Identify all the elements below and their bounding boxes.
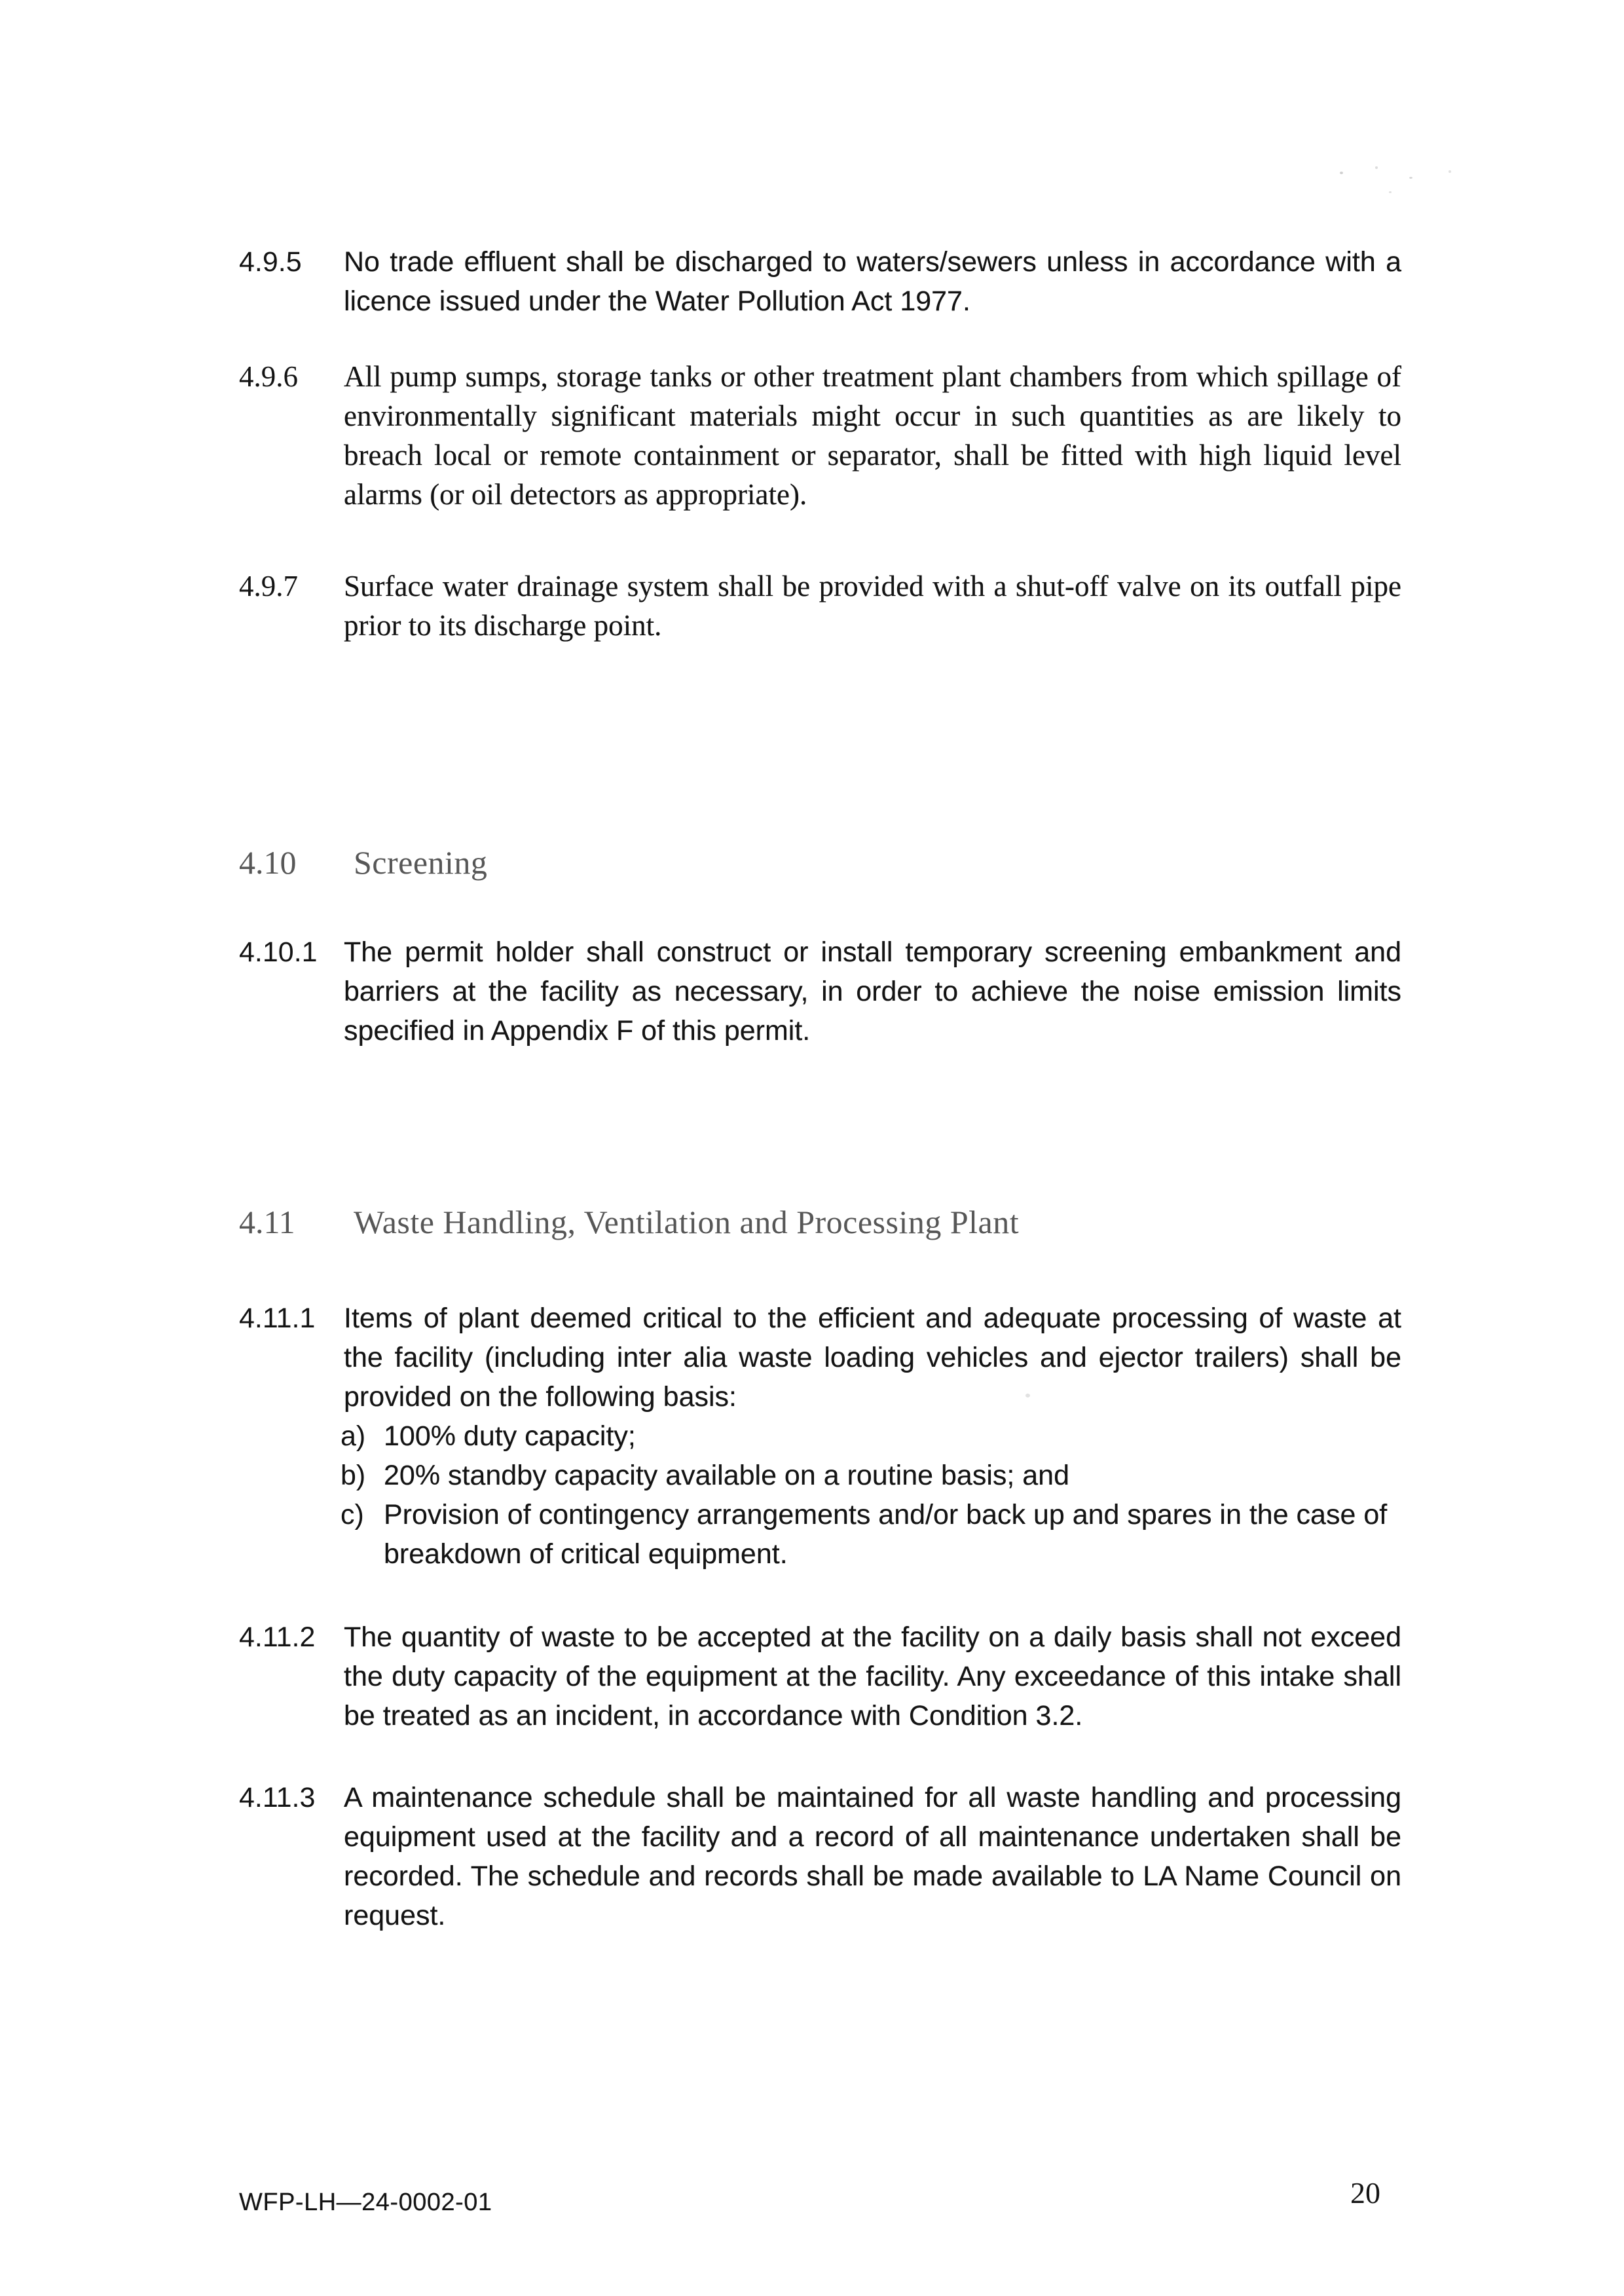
clause-4-9-5 [239,242,1401,321]
section-heading-waste-handling [239,1201,1401,1243]
list-item-label: c) [341,1499,364,1530]
list-item-b [341,1456,1401,1495]
section-number: 4.10 [239,844,297,881]
section-number: 4.11 [239,1204,295,1240]
section-title: Screening [354,844,488,881]
clause-4-11-3 [239,1778,1401,1935]
clause-text: The permit holder shall construct or install temporary screening embankment and barriers at the facility as necessary, in order to achieve the noise emission limits specified in Appendix F of this permit. [344,936,1401,1046]
scan-speck [1340,172,1343,174]
footer-document-reference: WFP-LH—24-0002-01 [239,2189,492,2216]
page-content [239,242,1401,1935]
clause-number: 4.9.5 [239,246,302,278]
clause-4-10-1 [239,933,1401,1050]
clause-number: 4.11.1 [239,1303,316,1334]
clause-number: 4.10.1 [239,936,318,968]
clause-number: 4.11.3 [239,1782,316,1813]
clause-text: All pump sumps, storage tanks or other treatment plant chambers from which spillage of environmentally significant materials might occur in such quantities as are likely to breach local or remote containment or separator, shall be fitted with high liquid level alarms (or oil detectors as appropriate). [344,360,1401,511]
clause-4-9-7 [239,566,1401,645]
clause-number: 4.11.2 [239,1621,316,1653]
clause-number: 4.9.6 [239,360,298,393]
clause-text: The quantity of waste to be accepted at the facility on a daily basis shall not exceed the duty capacity of the equipment at the facility. Any exceedance of this intake shall be treated as an incident, in accordance with Condition 3.2. [344,1621,1401,1731]
clause-4-11-1 [239,1299,1401,1416]
list-item-text: 100% duty capacity; [384,1420,636,1452]
list-item-label: a) [341,1420,366,1452]
section-title: Waste Handling, Ventilation and Processing Plant [354,1204,1020,1240]
scan-speck [1375,166,1378,169]
clause-number: 4.9.7 [239,570,298,602]
scan-speck [1409,177,1412,179]
clause-text: No trade effluent shall be discharged to waters/sewers unless in accordance with a licence issued under the Water Pollution Act 1977. [344,246,1401,317]
list-item-text: Provision of contingency arrangements and/or back up and spares in the case of breakdown of critical equipment. [384,1499,1388,1570]
scan-speck [1389,191,1392,193]
clause-4-11-1-sublist [341,1416,1401,1574]
list-item-label: b) [341,1460,366,1491]
clause-text: Items of plant deemed critical to the efficient and adequate processing of waste at the facility (including inter alia waste loading vehicles and ejector trailers) shall be provided on the following basis: [344,1303,1401,1413]
list-item-c [341,1495,1401,1574]
list-item-a [341,1416,1401,1456]
clause-4-11-2 [239,1618,1401,1735]
clause-text: A maintenance schedule shall be maintained for all waste handling and processing equipment used at the facility and a record of all maintenance undertaken shall be recorded. The schedule and records shall be made available to LA Name Council on request. [344,1782,1401,1931]
footer-page-number: 20 [1350,2176,1380,2210]
scan-speck [1449,170,1451,173]
section-heading-screening [239,842,1401,883]
clause-text: Surface water drainage system shall be provided with a shut-off valve on its outfall pipe prior to its discharge point. [344,570,1401,642]
clause-4-9-6 [239,357,1401,514]
list-item-text: 20% standby capacity available on a routine basis; and [384,1460,1070,1491]
